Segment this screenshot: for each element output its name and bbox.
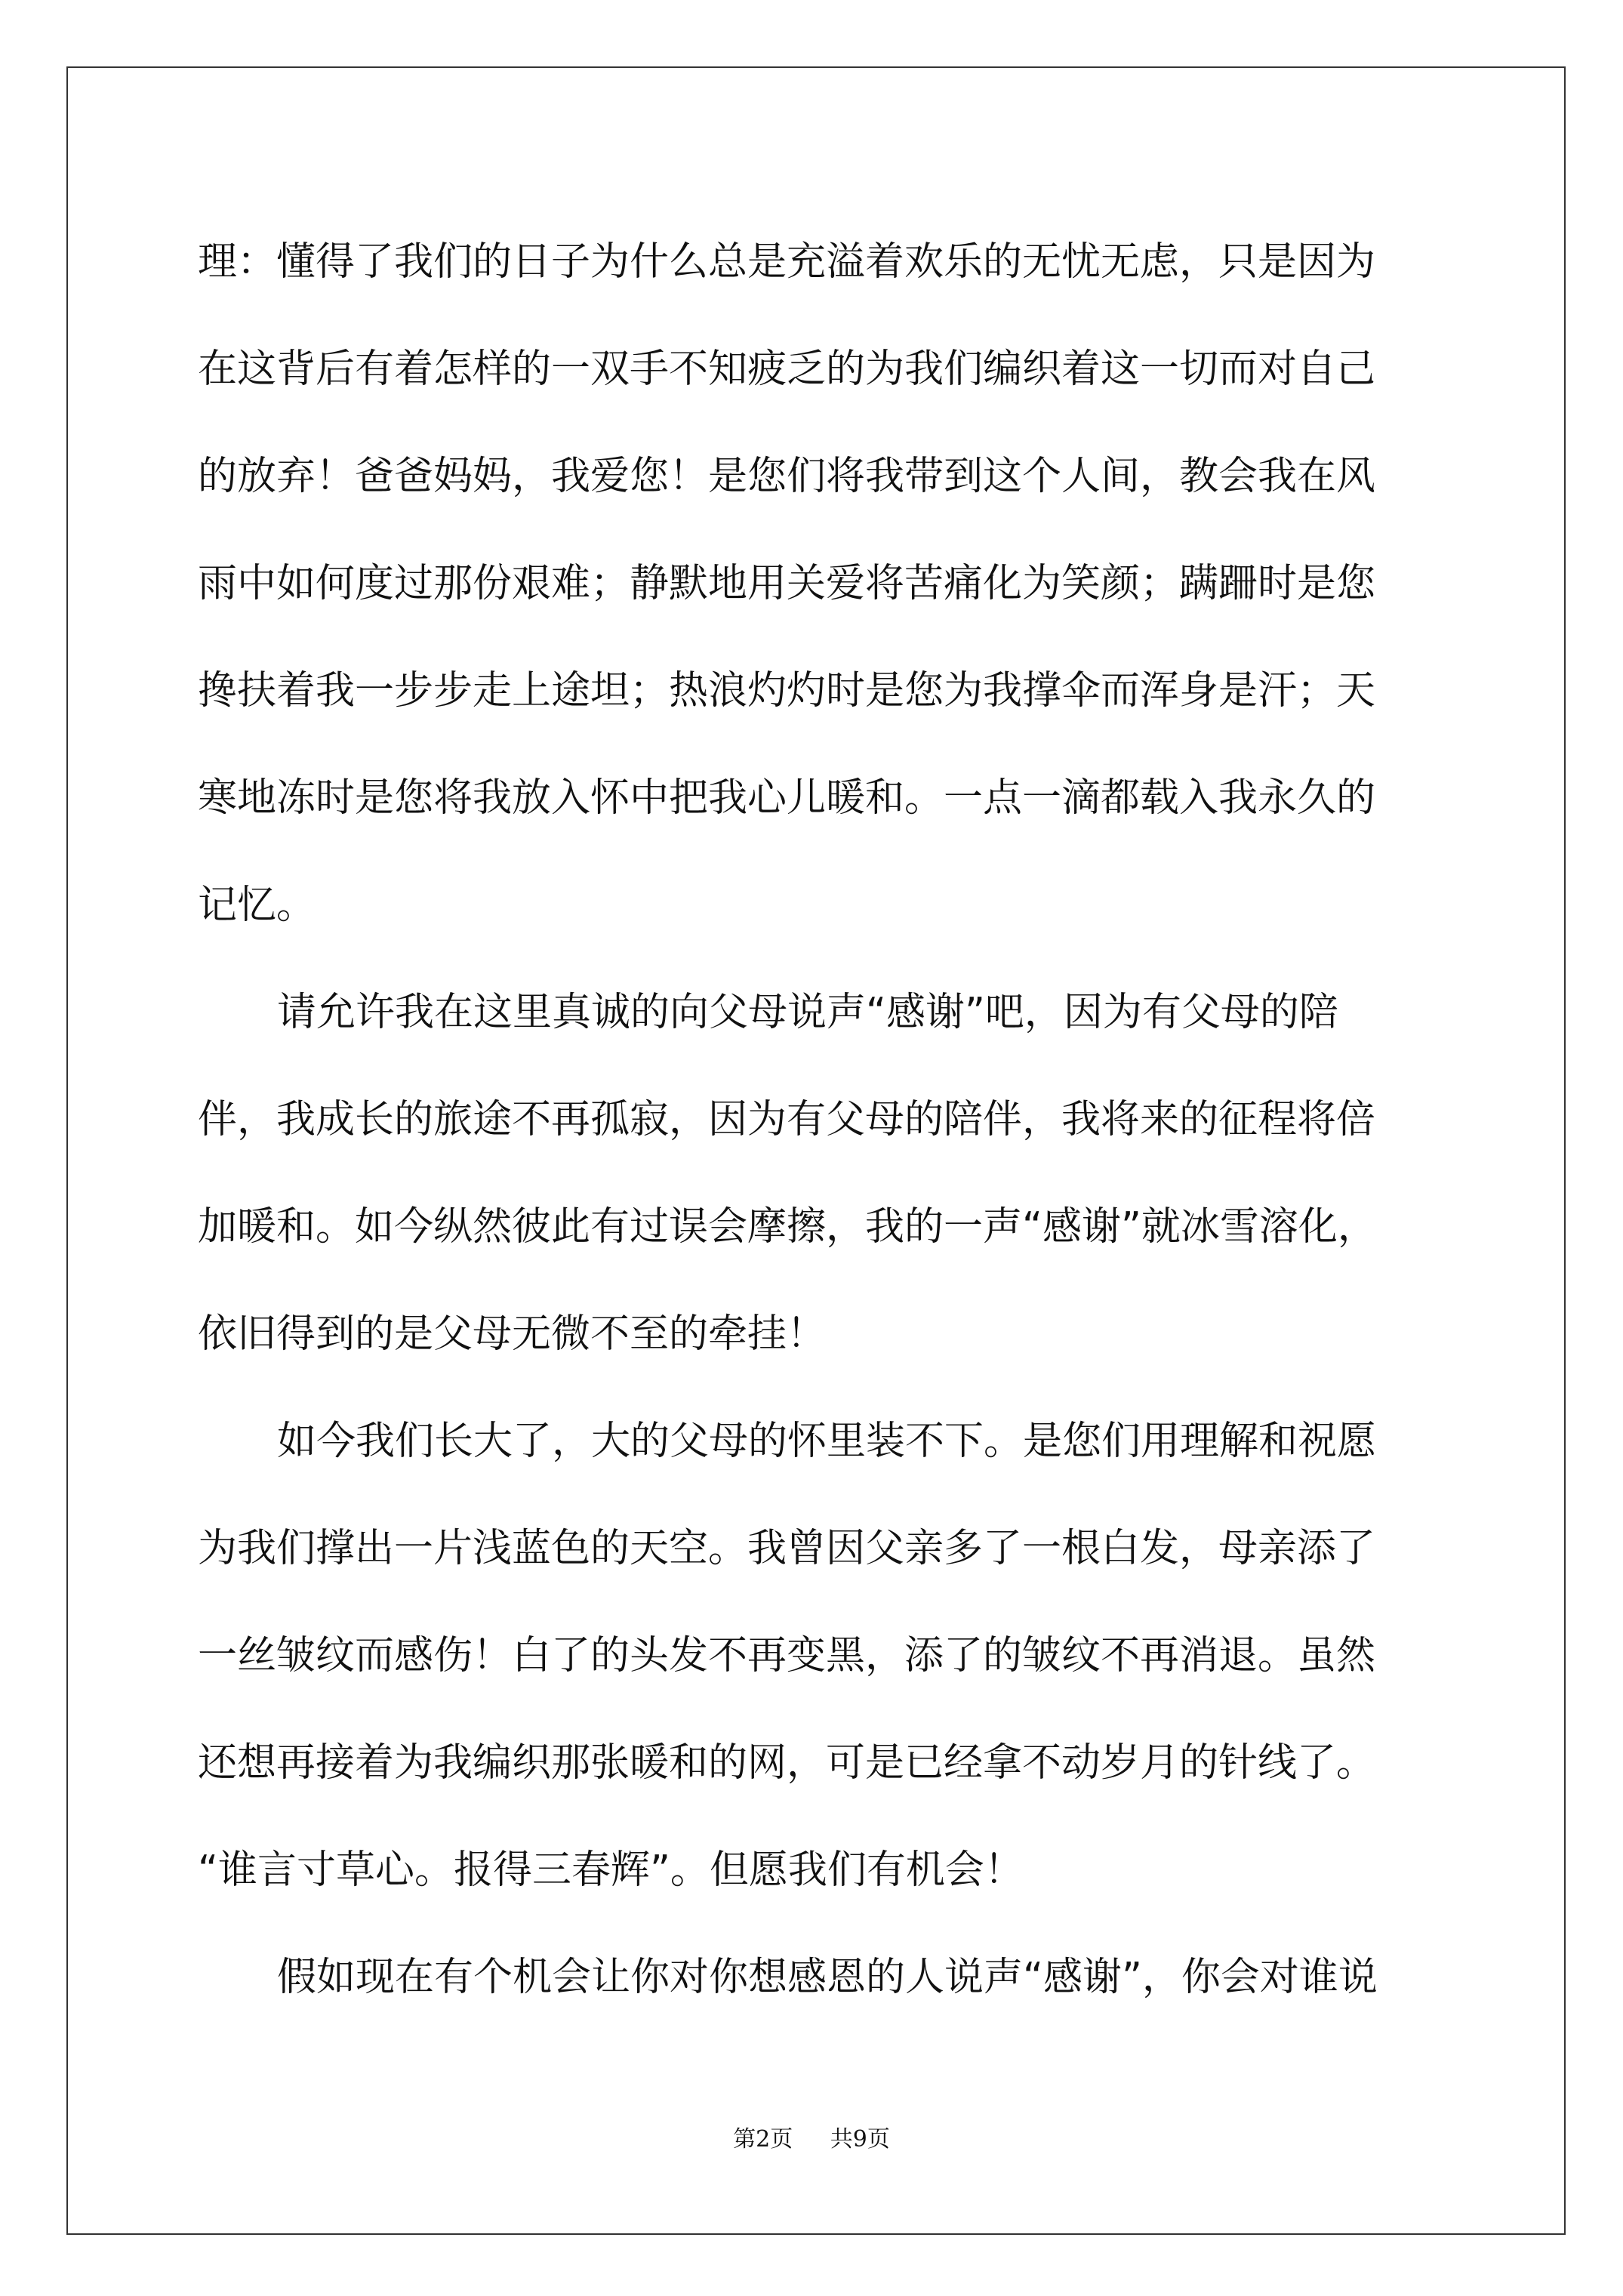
text-line: 假如现在有个机会让你对你想感恩的人说声“感谢”，你会对谁说 [277,1955,1378,2000]
text-line: 依旧得到的是父母无微不至的牵挂！ [198,1311,827,1357]
text-line: 的放弃！爸爸妈妈，我爱您！是您们将我带到这个人间，教会我在风 [198,454,1376,499]
text-line: “谁言寸草心。报得三春辉”。但愿我们有机会！ [198,1848,1024,1893]
text-line: 雨中如何度过那份艰难；静默地用关爱将苦痛化为笑颜；蹒跚时是您 [198,561,1376,606]
text-line: 如今我们长大了，大的父母的怀里装不下。是您们用理解和祝愿 [277,1419,1377,1464]
text-line: 伴，我成长的旅途不再孤寂，因为有父母的陪伴，我将来的征程将倍 [198,1097,1376,1142]
document-body [198,208,1428,2031]
text-line: 记忆。 [198,883,316,928]
text-line: 在这背后有着怎样的一双手不知疲乏的为我们编织着这一切而对自己 [198,347,1376,392]
text-line: 还想再接着为我编织那张暖和的网，可是已经拿不动岁月的针线了。 [198,1740,1376,1786]
text-line: 为我们撑出一片浅蓝色的天空。我曾因父亲多了一根白发，母亲添了 [198,1526,1376,1571]
text-line: 搀扶着我一步步走上途坦；热浪灼灼时是您为我撑伞而浑身是汗；天 [198,668,1376,713]
page-footer [0,2120,1623,2153]
text-line: 加暖和。如今纵然彼此有过误会摩擦，我的一声“感谢”就冰雪溶化， [198,1204,1377,1250]
text-line: 寒地冻时是您将我放入怀中把我心儿暖和。一点一滴都载入我永久的 [198,775,1376,821]
text-line: 理：懂得了我们的日子为什么总是充溢着欢乐的无忧无虑，只是因为 [198,239,1376,285]
text-line: 一丝皱纹而感伤！白了的头发不再变黑，添了的皱纹不再消退。虽然 [198,1633,1376,1678]
page-total: 共9页 [830,2126,890,2153]
page-number: 第2页 [733,2126,793,2153]
text-line: 请允许我在这里真诚的向父母说声“感谢”吧，因为有父母的陪 [277,990,1338,1035]
